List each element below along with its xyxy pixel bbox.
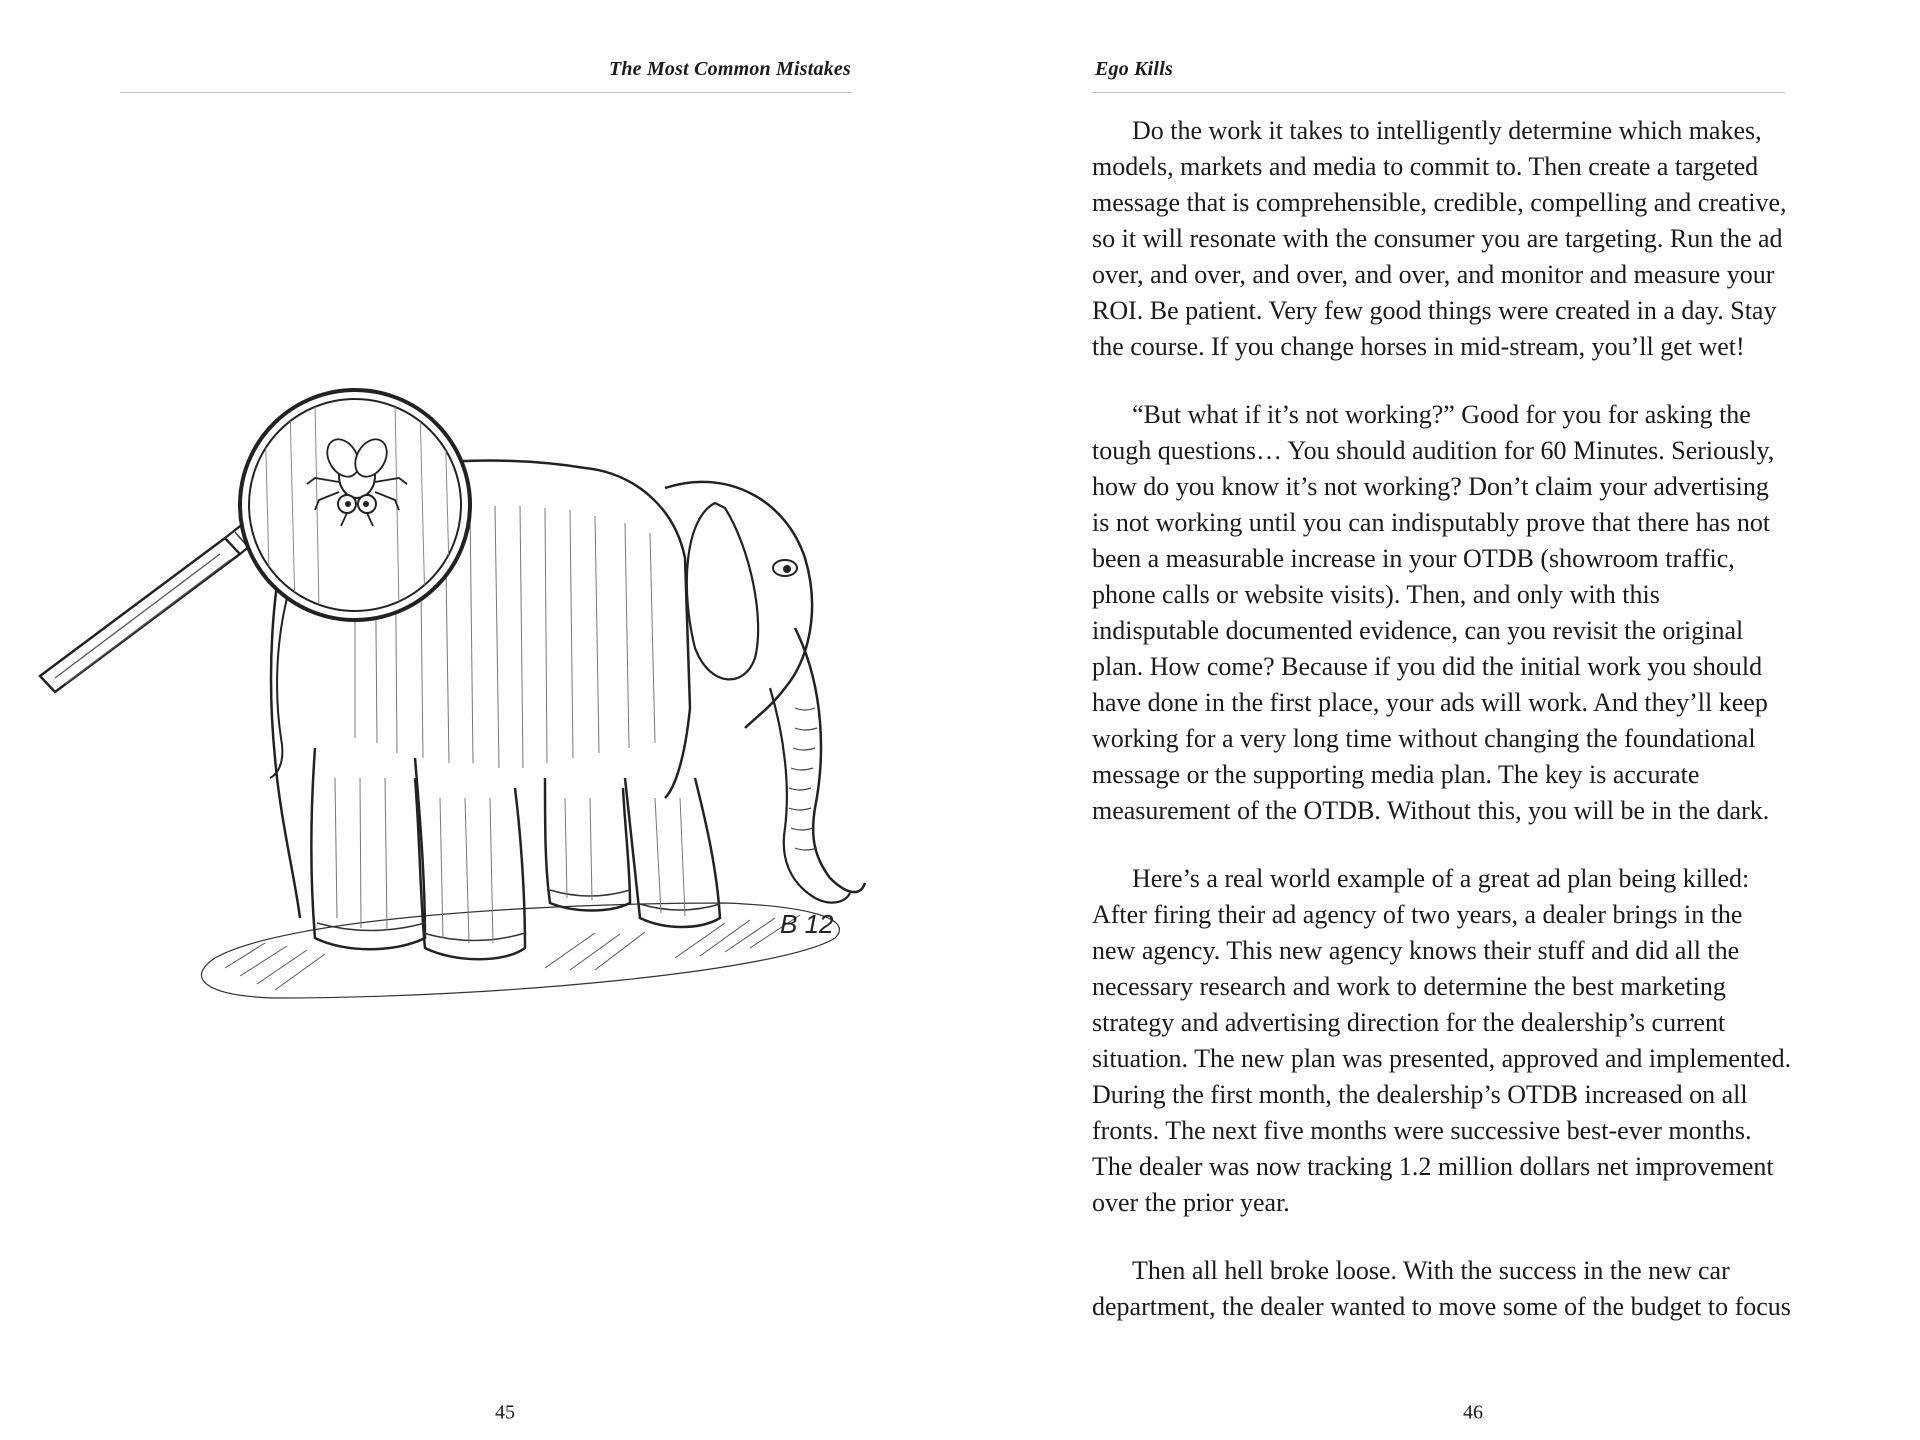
paragraph-4: Then all hell broke loose. With the success in the new car department, the dealer wanted to move some of the budget to focus: [1092, 1256, 1791, 1321]
page-number-right: 46: [1463, 1401, 1483, 1424]
paragraph-3: Here’s a real world example of a great ad plan being killed: After firing their ad agency of two years, a dealer brings in the new agency. This new agency knows their stuff and did all the necessary research and work to determine the best marketing strategy and advertising direction for the dealership’s current situation. The new plan was presented, approved and implemented. During the first month, the dealership’s OTDB increased on all fronts. The next five months were successive best-ever months. The dealer was now tracking 1.2 million dollars net improvement over the prior year.: [1092, 864, 1792, 1217]
running-head-left: The Most Common Mistakes: [608, 58, 851, 80]
right-page: [960, 0, 1920, 1440]
header-rule-right: [1092, 92, 1785, 93]
page-number-left: 45: [495, 1401, 515, 1424]
artist-signature: B 12: [780, 909, 834, 939]
paragraph-2: “But what if it’s not working?” Good for you for asking the tough questions… You should audition for 60 Minutes. Seriously, how do you know it’s not working? Don’t claim your advertising is not working until you can indisputably prove that there has not been a measurable increase in your OTDB (showroom traffic, phone calls or website visits). Then, and only with this indisputable documented evidence, can you revisit the original plan. How come? Because if you did the initial work you should have done in the first place, your ads will work. And they’ll keep working for a very long time without changing the foundational message or the supporting media plan. The key is accurate measurement of the OTDB. Without this, you will be in the dark.: [1092, 400, 1775, 825]
running-head-right: Ego Kills: [1095, 58, 1173, 80]
paragraph-1: Do the work it takes to intelligently determine which makes, models, markets and media to commit to. Then create a targeted message that is comprehensible, credible, compelling and creative, so it will resonate with the consumer you are targeting. Run the ad over, and over, and over, and over, and monitor and measure your ROI. Be patient. Very few good things were created in a day. Stay the course. If you change horses in mid-stream, you’ll get wet!: [1092, 116, 1787, 361]
elephant-illustration: [25, 358, 905, 1018]
body-text: [1092, 113, 1792, 1357]
header-rule-left: [120, 92, 852, 93]
